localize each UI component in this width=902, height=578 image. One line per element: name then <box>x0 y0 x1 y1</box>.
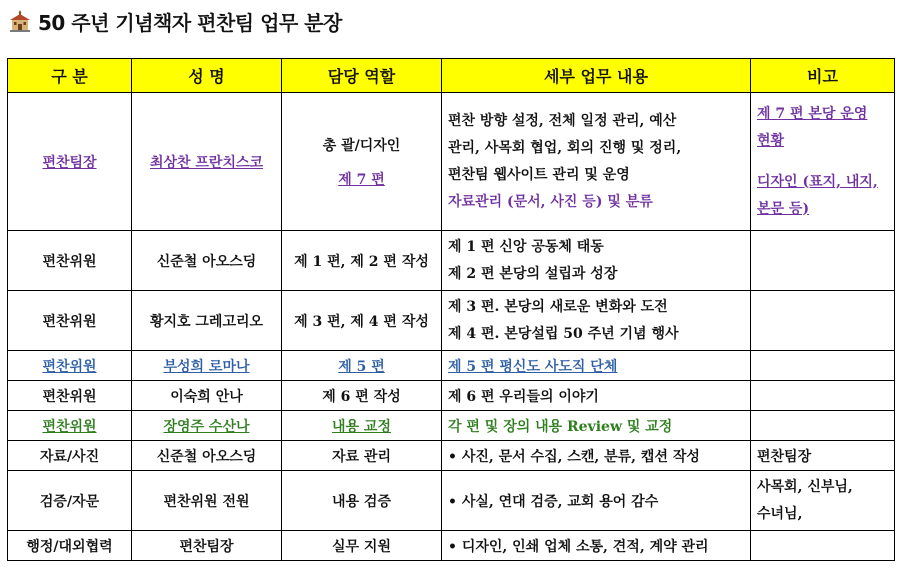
row-role: 내용 교정 <box>332 418 391 435</box>
row-category: 편찬팀장 <box>42 154 97 171</box>
table-row <box>8 441 895 471</box>
row-detail: 제 4 편. 본당설립 50 주년 기념 행사 <box>448 325 679 342</box>
table-row <box>8 231 895 291</box>
row-detail: 편찬 방향 설정, 전체 일정 관리, 예산 <box>448 112 677 129</box>
header-row <box>8 59 895 93</box>
row-note-empty <box>751 351 895 381</box>
row-category: 편찬위원 <box>8 231 132 291</box>
table-row <box>8 291 895 351</box>
row-note-empty <box>751 531 895 561</box>
row-detail: 제 5 편 평신도 사도직 단체 <box>448 358 618 375</box>
row-name: 편찬팀장 <box>132 531 282 561</box>
row-note: 수녀님, <box>757 505 803 522</box>
page-title: 50 주년 기념책자 편찬팀 업무 분장 <box>38 10 342 35</box>
duty-table <box>7 58 895 561</box>
row-category: 편찬위원 <box>8 291 132 351</box>
table-row <box>8 471 895 531</box>
row-note-empty <box>751 411 895 441</box>
row-note: 편찬팀장 <box>751 441 895 471</box>
table-row <box>8 531 895 561</box>
row-detail: 제 2 편 본당의 설립과 성장 <box>448 265 618 282</box>
row-detail: 제 1 편 신앙 공동체 태동 <box>448 238 604 255</box>
header-role: 담당 역할 <box>282 59 442 93</box>
header-note: 비고 <box>751 59 895 93</box>
row-role: 자료 관리 <box>282 441 442 471</box>
row-name: 최상찬 프란치스코 <box>149 154 264 171</box>
header-name: 성 명 <box>132 59 282 93</box>
row-note: 본문 등) <box>757 200 810 217</box>
row-detail: 제 6 편 우리들의 이야기 <box>442 381 751 411</box>
page-title-row <box>8 6 342 36</box>
row-note-empty <box>751 291 895 351</box>
row-detail: 제 3 편. 본당의 새로운 변화와 도전 <box>448 298 668 315</box>
row-category: 편찬위원 <box>42 418 97 435</box>
table-row <box>8 381 895 411</box>
row-detail: • 사실, 연대 검증, 교회 용어 감수 <box>442 471 751 531</box>
church-icon <box>8 9 32 33</box>
header-details: 세부 업무 내용 <box>442 59 751 93</box>
row-category: 편찬위원 <box>42 358 97 375</box>
row-role: 총 괄/디자인 <box>322 137 401 154</box>
row-note: 디자인 (표지, 내지, <box>757 173 878 190</box>
row-note: 사목회, 신부님, <box>757 478 853 495</box>
row-detail: 각 편 및 장의 내용 Review 및 교정 <box>448 418 673 435</box>
row-category: 검증/자문 <box>8 471 132 531</box>
row-role: 제 3 편, 제 4 편 작성 <box>282 291 442 351</box>
row-detail: 편찬팀 웹사이트 관리 및 운영 <box>448 166 630 183</box>
table-row <box>8 351 895 381</box>
row-category: 편찬위원 <box>8 381 132 411</box>
row-note-empty <box>751 381 895 411</box>
row-detail: • 사진, 문서 수집, 스캔, 분류, 캡션 작성 <box>442 441 751 471</box>
row-name: 황지호 그레고리오 <box>132 291 282 351</box>
row-name: 부성희 로마나 <box>163 358 250 375</box>
row-role: 제 5 편 <box>338 358 385 375</box>
row-name: 신준철 아오스딩 <box>132 441 282 471</box>
header-category: 구 분 <box>8 59 132 93</box>
row-name: 이숙희 안나 <box>132 381 282 411</box>
row-role-part: 제 7 편 <box>338 171 385 188</box>
row-role: 실무 지원 <box>282 531 442 561</box>
table-row <box>8 411 895 441</box>
row-detail: • 디자인, 인쇄 업체 소통, 견적, 계약 관리 <box>442 531 751 561</box>
row-role: 내용 검증 <box>282 471 442 531</box>
row-detail: 자료관리 (문서, 사진 등) 및 분류 <box>448 193 653 210</box>
row-name: 신준철 아오스딩 <box>132 231 282 291</box>
row-category: 자료/사진 <box>8 441 132 471</box>
row-note-empty <box>751 231 895 291</box>
row-note: 제 7 편 본당 운영 <box>757 105 868 122</box>
row-note: 현황 <box>757 132 785 149</box>
row-name: 편찬위원 전원 <box>132 471 282 531</box>
row-role: 제 1 편, 제 2 편 작성 <box>282 231 442 291</box>
row-category: 행정/대외협력 <box>8 531 132 561</box>
row-role: 제 6 편 작성 <box>282 381 442 411</box>
row-name: 장영주 수산나 <box>163 418 250 435</box>
table-row <box>8 93 895 231</box>
row-detail: 관리, 사목회 협업, 회의 진행 및 정리, <box>448 139 682 156</box>
